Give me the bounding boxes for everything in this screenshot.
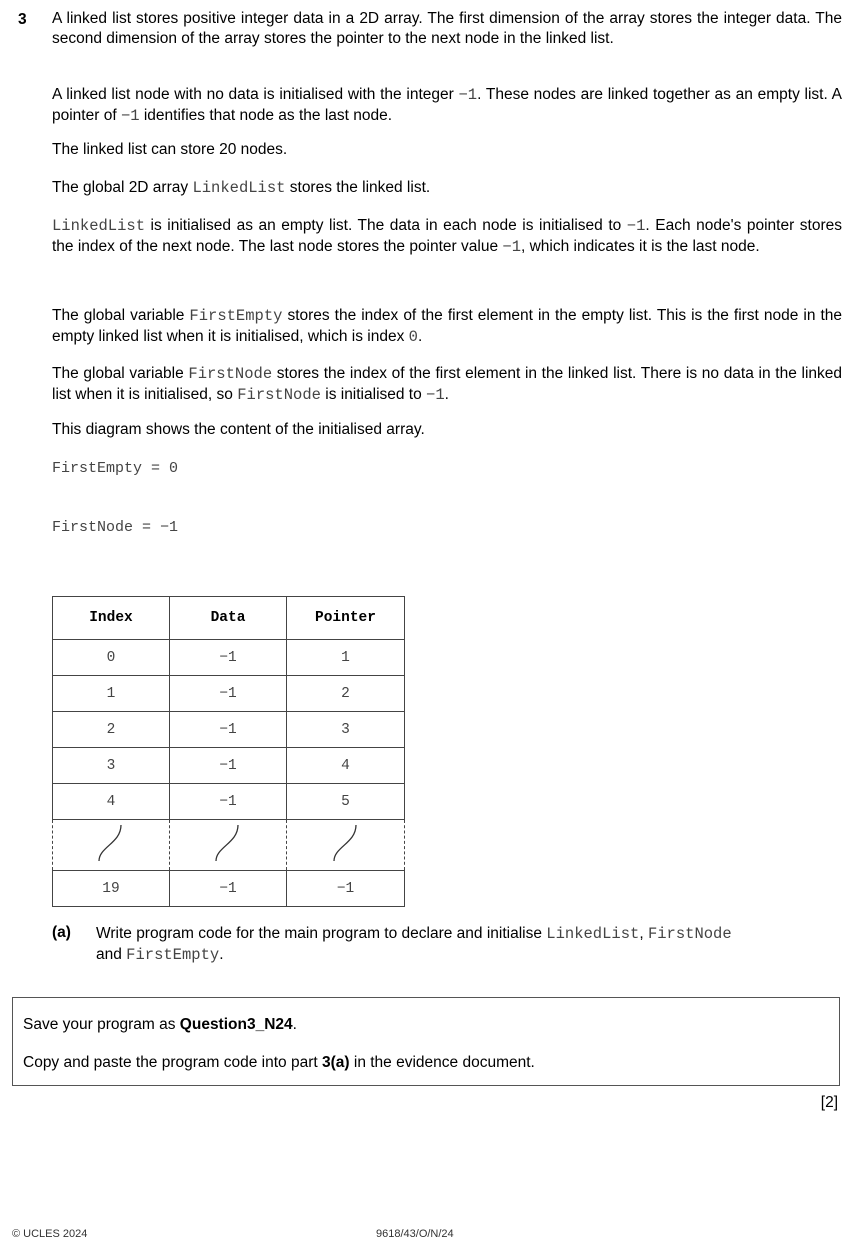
paragraph-intro: A linked list stores positive integer data in a 2D array. The first dimension of the array stores the integer data. The second dimension of the array stores the pointer to the next node in the linked list.	[52, 10, 842, 47]
cell-pointer: −1	[287, 871, 405, 907]
cell-data: −1	[170, 712, 287, 748]
table-row	[53, 748, 405, 784]
cell-pointer: 4	[287, 748, 405, 784]
paragraph-global-array: The global 2D array LinkedList stores the linked list.	[52, 179, 431, 197]
part-a-label: (a)	[52, 924, 71, 941]
code-first-empty: FirstEmpty = 0	[52, 460, 179, 477]
cell-data: −1	[170, 748, 287, 784]
paragraph-diagram-intro: This diagram shows the content of the initialised array.	[52, 421, 425, 438]
cell-index: 19	[53, 871, 170, 907]
header-index: Index	[53, 597, 170, 640]
linked-list-table	[52, 596, 405, 907]
footer-paper-code: 9618/43/O/N/24	[376, 1228, 454, 1240]
cell-index: 2	[53, 712, 170, 748]
cell-index: 3	[53, 748, 170, 784]
cell-data: −1	[170, 640, 287, 676]
save-instruction: Save your program as Question3_N24.	[23, 1016, 297, 1033]
header-pointer: Pointer	[287, 597, 405, 640]
cell-pointer: 2	[287, 676, 405, 712]
instruction-box	[12, 997, 840, 1086]
break-mark-icon	[53, 820, 170, 871]
cell-data: −1	[170, 676, 287, 712]
table-row	[53, 871, 405, 907]
table-row	[53, 784, 405, 820]
break-mark-icon	[287, 820, 405, 871]
cell-index: 0	[53, 640, 170, 676]
question-number: 3	[18, 11, 27, 28]
marks-allocation: [2]	[820, 1094, 838, 1111]
cell-pointer: 1	[287, 640, 405, 676]
break-mark-icon	[170, 820, 287, 871]
paste-instruction: Copy and paste the program code into part 3(a) in the evidence document.	[23, 1054, 535, 1071]
cell-data: −1	[170, 784, 287, 820]
paragraph-empty-node: A linked list node with no data is initialised with the integer −1. These nodes are linked together as an empty list. A pointer of −1 identifies that node as the last node.	[52, 86, 842, 125]
paragraph-initialisation: LinkedList is initialised as an empty list. The data in each node is initialised to −1. Each node's pointer stores the index of the next node. The last node stores the pointer value −1, which indicates it is the last node.	[52, 217, 843, 256]
cell-data: −1	[170, 871, 287, 907]
paragraph-first-node: The global variable FirstNode stores the index of the first element in the linked list. There is no data in the linked list when it is initialised, so FirstNode is initialised to −1.	[52, 365, 842, 404]
cell-pointer: 3	[287, 712, 405, 748]
paragraph-capacity: The linked list can store 20 nodes.	[52, 141, 288, 158]
table-row	[53, 640, 405, 676]
footer-copyright: © UCLES 2024	[12, 1228, 88, 1240]
cell-pointer: 5	[287, 784, 405, 820]
paragraph-first-empty: The global variable FirstEmpty stores the index of the first element in the empty list. This is the first node in the empty linked list when it is initialised, which is index 0.	[52, 307, 842, 346]
table-row	[53, 712, 405, 748]
header-data: Data	[170, 597, 287, 640]
part-a-question: Write program code for the main program to declare and initialise LinkedList, FirstNode and FirstEmpty.	[96, 925, 732, 964]
table-header-row	[53, 597, 405, 640]
table-break-row	[53, 820, 405, 871]
code-first-node: FirstNode = −1	[52, 519, 179, 536]
cell-index: 1	[53, 676, 170, 712]
table-row	[53, 676, 405, 712]
cell-index: 4	[53, 784, 170, 820]
